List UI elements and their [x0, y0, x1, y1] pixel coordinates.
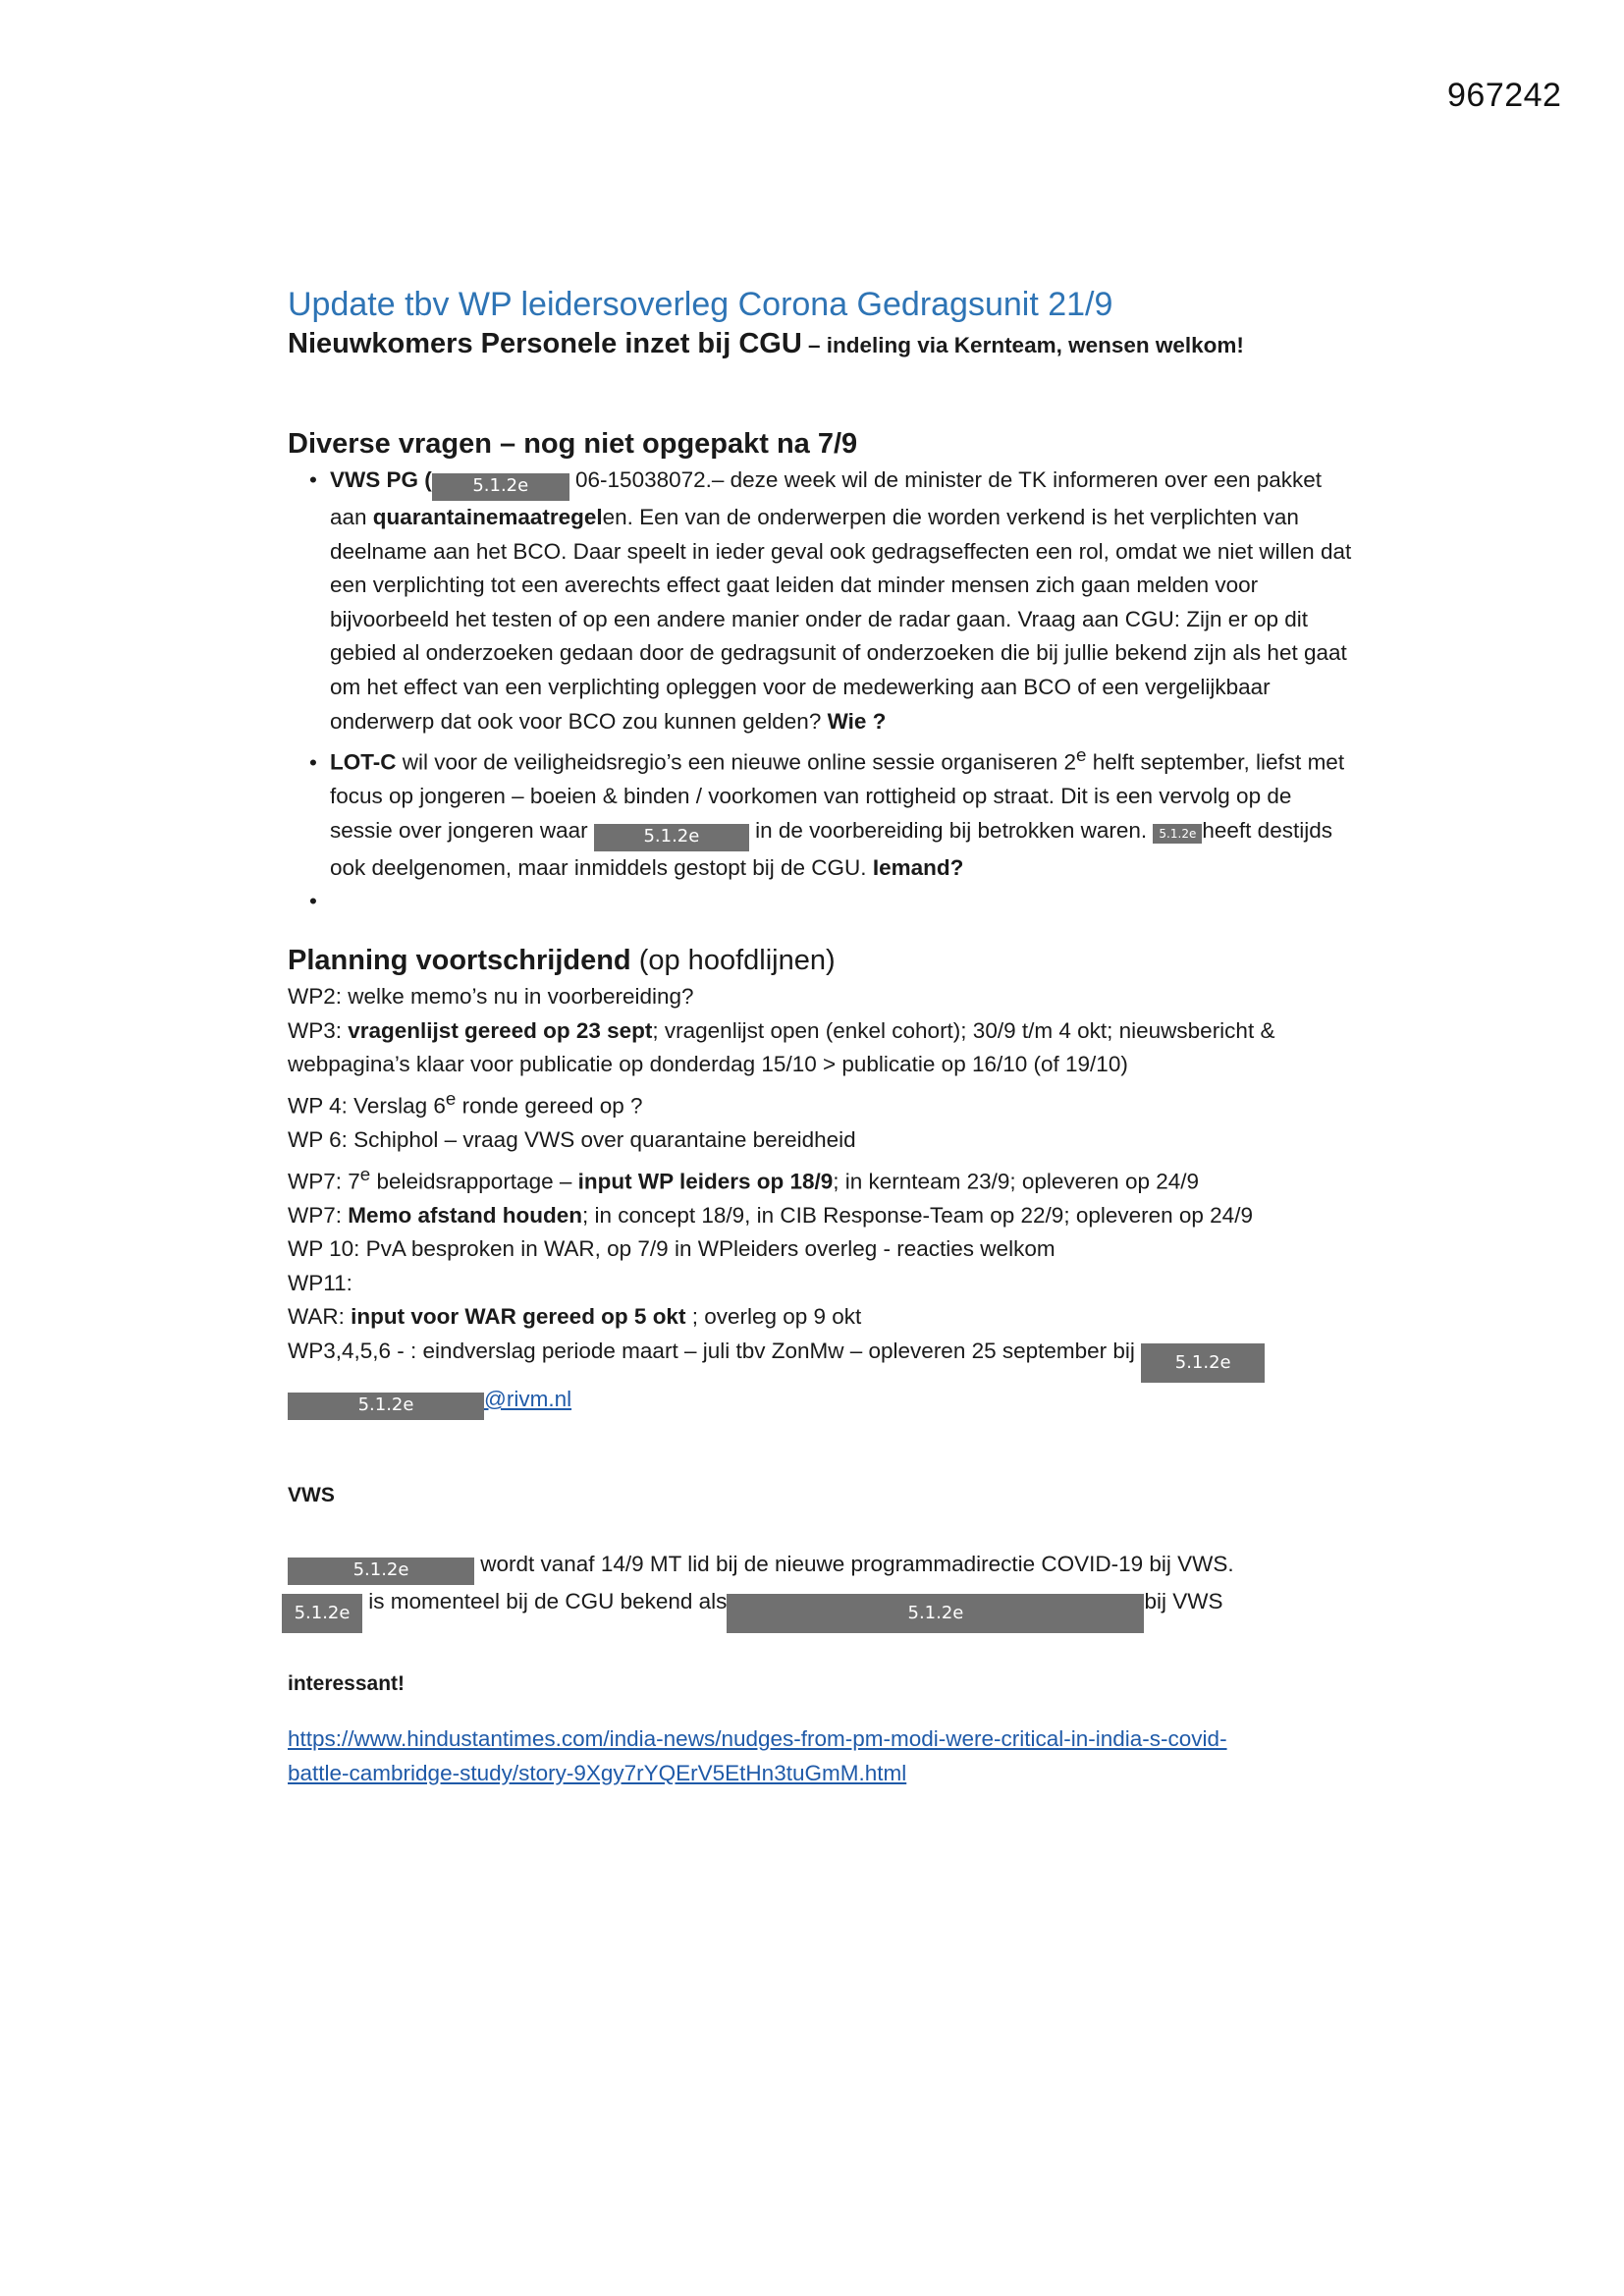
- vws-line-2: [282, 1585, 1358, 1633]
- planning-wp4: [288, 1082, 1358, 1123]
- lot-c-lead: LOT-C: [330, 749, 397, 775]
- document-title: Update tbv WP leidersoverleg Corona Gedragsunit 21/9: [288, 286, 1113, 323]
- planning-wp7b-bold: Memo afstand houden: [348, 1202, 583, 1228]
- planning-wp7a-d: ; in kernteam 23/9; opleveren op 24/9: [833, 1169, 1200, 1193]
- nieuwkomers-heading-text: Nieuwkomers Personele inzet bij CGU: [288, 328, 802, 359]
- redaction-box: 5.1.2e: [432, 473, 569, 501]
- redaction-box: 5.1.2e: [288, 1558, 474, 1585]
- redaction-box: 5.1.2e: [282, 1594, 362, 1633]
- planning-wp4-sup: e: [445, 1087, 457, 1109]
- vws-pg-text-1: 06-15038072.– deze week wil de minister de TK informeren over een pakket aan: [330, 467, 1323, 529]
- redaction-box: 5.1.2e: [594, 824, 749, 851]
- planning-war-c: ; overleg op 9 okt: [685, 1304, 862, 1330]
- list-item-vws-pg: [288, 464, 1358, 738]
- planning-heading: [288, 941, 1358, 980]
- redaction-box: 5.1.2e: [1153, 824, 1202, 844]
- planning-war-bold: input voor WAR gereed op 5 okt: [351, 1304, 686, 1330]
- planning-wp11: WP11:: [288, 1270, 352, 1295]
- planning-wp3-c: ; vragenlijst open (enkel cohort); 30/9 t/m 4 okt; nieuwsbericht & webpagina’s klaar voor publicatie op donderdag 15/10 > publicatie op 16/10 (of 19/10): [288, 1017, 1275, 1077]
- redaction-box: 5.1.2e: [288, 1393, 484, 1420]
- nieuwkomers-heading: [288, 324, 1358, 365]
- article-link[interactable]: [288, 1722, 1358, 1790]
- document-body: [288, 285, 1358, 1790]
- vragen-heading: Diverse vragen – nog niet opgepakt na 7/9: [288, 428, 858, 460]
- planning-wp3: [288, 1014, 1358, 1082]
- vws-label: VWS: [288, 1483, 335, 1506]
- planning-heading-bold: Planning voortschrijdend: [288, 945, 631, 977]
- planning-wp4-a: WP 4: Verslag 6: [288, 1093, 446, 1119]
- planning-wp7b-c: ; in concept 18/9, in CIB Response-Team op 22/9; opleveren op 24/9: [582, 1202, 1253, 1228]
- planning-wp7a-a: WP7: 7: [288, 1169, 360, 1193]
- vws-line-2-suffix: bij VWS: [1144, 1588, 1223, 1613]
- vws-pg-lead: VWS PG (: [330, 467, 432, 492]
- planning-wp7a-bold: input WP leiders op 18/9: [577, 1169, 834, 1193]
- vws-line-1: [288, 1548, 1358, 1585]
- vws-pg-bold-wie: Wie ?: [827, 708, 887, 734]
- vws-pg-text-2: en. Een van de onderwerpen die worden verkend is het verplichten van deelname aan het BCO. Daar speelt in ieder geval ook gedragseffecten een rol, omdat we niet willen dat een verplichting tot een averechts effect gaat leiden dat minder mensen zich gaan melden voor bijvoorbeeld het testen of op een andere manier onder de radar gaan. Vraag aan CGU: Zijn er op dit gebied al onderzoeken gedaan door de gedragsunit of onderzoeken die bij jullie bekend zijn als het gaat om het effect van een verplichting opleggen voor de medewerking aan BCO of een vergelijkbaar onderwerp dat ook voor BCO zou kunnen gelden?: [330, 505, 1352, 734]
- planning-wp2: WP2: welke memo’s nu in voorbereiding?: [288, 984, 694, 1010]
- list-item-empty: [288, 885, 1358, 919]
- interessant-label: interessant!: [288, 1671, 406, 1695]
- planning-war: [288, 1300, 1358, 1335]
- nieuwkomers-subheading: – indeling via Kernteam, wensen welkom!: [801, 333, 1244, 357]
- planning-wp7-memo: [288, 1199, 1358, 1233]
- vws-line-2-text: is momenteel bij de CGU bekend als: [362, 1588, 728, 1613]
- planning-email-line: [288, 1383, 1358, 1420]
- planning-war-a: WAR:: [288, 1304, 352, 1330]
- article-url-line-1[interactable]: https://www.hindustantimes.com/india-news/nudges-from-pm-modi-were-critical-in-india-s-covid-: [288, 1726, 1227, 1752]
- planning-eindverslag: [288, 1335, 1358, 1383]
- article-url-line-2[interactable]: battle-cambridge-study/story-9Xgy7rYQErV5EtHn3tuGmM.html: [288, 1760, 907, 1785]
- lot-c-sup: e: [1076, 744, 1087, 766]
- list-item-lot-c: [288, 738, 1358, 885]
- planning-wp7-rapportage: [288, 1158, 1358, 1199]
- lot-c-text-4: heeft destijds ook deelgenomen, maar inmiddels gestopt bij de CGU.: [330, 817, 1332, 880]
- lot-c-text-3: in de voorbereiding bij betrokken waren.: [748, 817, 1154, 843]
- redaction-box: 5.1.2e: [727, 1594, 1144, 1633]
- lot-c-text-1: wil voor de veiligheidsregio’s een nieuwe online sessie organiseren 2: [396, 749, 1077, 775]
- planning-wp3-bold: vragenlijst gereed op 23 sept: [348, 1017, 653, 1043]
- planning-wp3-a: WP3:: [288, 1017, 349, 1043]
- lot-c-bold-iemand: Iemand?: [872, 854, 964, 880]
- planning-wp10: WP 10: PvA besproken in WAR, op 7/9 in WPleiders overleg - reacties welkom: [288, 1236, 1056, 1262]
- planning-wp4-b: ronde gereed op ?: [456, 1093, 643, 1119]
- bullet-icon: •: [309, 749, 317, 775]
- planning-heading-normal: (op hoofdlijnen): [630, 945, 836, 977]
- email-link[interactable]: @rivm.nl: [484, 1386, 572, 1411]
- planning-eindverslag-text: WP3,4,5,6 - : eindverslag periode maart – juli tbv ZonMw – opleveren 25 september bij: [288, 1338, 1142, 1363]
- planning-wp7a-sup: e: [359, 1163, 371, 1184]
- redaction-box: 5.1.2e: [1141, 1343, 1265, 1383]
- planning-wp7a-b: beleidsrapportage –: [370, 1169, 578, 1193]
- vws-pg-bold-quarantaine: quarantainemaatregel: [372, 505, 603, 529]
- planning-wp7b-a: WP7:: [288, 1202, 349, 1228]
- document-id: 967242: [1447, 77, 1562, 114]
- bullet-icon: •: [309, 467, 317, 492]
- bullet-icon: •: [309, 889, 317, 914]
- vws-line-1-text: wordt vanaf 14/9 MT lid bij de nieuwe programmadirectie COVID-19 bij VWS.: [474, 1551, 1234, 1576]
- lot-c-text-2: helft september, liefst met focus op jongeren – boeien & binden / voorkomen van rottigheid op straat. Dit is een vervolg op de sessie over jongeren waar: [330, 749, 1345, 843]
- planning-wp6: WP 6: Schiphol – vraag VWS over quarantaine bereidheid: [288, 1126, 856, 1152]
